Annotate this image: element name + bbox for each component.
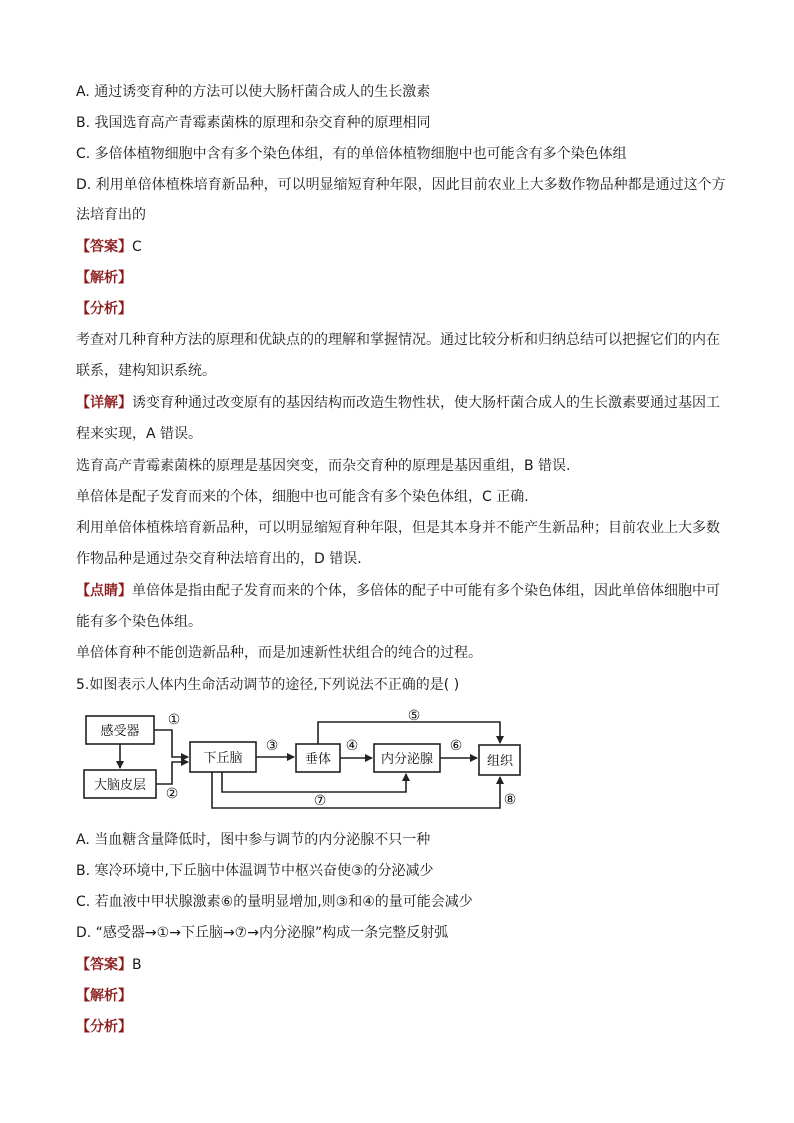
path-7 [222, 772, 406, 792]
gland-box [374, 744, 440, 772]
q5-jiexi-label: 【解析】 [76, 988, 132, 1004]
q5-option-c: C. 若血液中甲状腺激素⑥的量明显增加,则③和④的量可能会减少 [76, 894, 473, 910]
q4-jiexi-label: 【解析】 [76, 270, 132, 286]
path-1 [154, 730, 188, 757]
q4-option-b: B. 我国选育高产青霉素菌株的原理和杂交育种的原理相同 [76, 115, 431, 131]
q4-xiangjie-line6: 作物品种是通过杂交育种法培育出的，D 错误. [76, 551, 362, 567]
pituitary-box [296, 744, 340, 772]
cortex-label: 大脑皮层 [93, 778, 147, 793]
q4-fenxi-text-1: 考查对几种育种方法的原理和优缺点的的理解和掌握情况。通过比较分析和归纳总结可以把握它们的内在 [76, 332, 720, 348]
q4-dianjing-line2: 能有多个染色体组。 [76, 614, 202, 630]
q4-dianjing-line3: 单倍体育种不能创造新品种，而是加速新性状组合的纯合的过程。 [76, 645, 482, 661]
q4-xiangjie-line3: 选育高产青霉素菌株的原理是基因突变，而杂交育种的原理是基因重组，B 错误. [76, 458, 571, 474]
q5-answer-label: 【答案】 [76, 957, 132, 973]
xiangjie-text-1: 诱变育种通过改变原有的基因结构而改造生物性状，使大肠杆菌合成人的生长激素要通过基因工 [132, 395, 720, 411]
label-7: ⑦ [313, 793, 327, 809]
answer-label: 【答案】 [76, 239, 132, 255]
q4-option-c: C. 多倍体植物细胞中含有多个染色体组，有的单倍体植物细胞中也可能含有多个染色体组 [76, 146, 627, 162]
q4-xiangjie-line4: 单倍体是配子发育而来的个体，细胞中也可能含有多个染色体组，C 正确. [76, 489, 529, 505]
q4-dianjing-line1 [76, 581, 736, 601]
label-1: ① [167, 712, 181, 728]
q5-answer [76, 955, 736, 975]
cortex-box [84, 770, 156, 798]
q5-fenxi-label: 【分析】 [76, 1019, 132, 1035]
path-2 [156, 762, 188, 784]
q4-option-d-line2: 法培育出的 [76, 207, 146, 223]
label-2: ② [165, 786, 179, 802]
q4-fenxi-text-2: 联系，建构知识系统。 [76, 363, 216, 379]
gland-label: 内分泌腺 [380, 752, 434, 767]
q4-option-a: A. 通过诱变育种的方法可以使大肠杆菌合成人的生长激素 [76, 84, 431, 100]
hypothalamus-box [190, 742, 256, 772]
q4-fenxi-label: 【分析】 [76, 301, 132, 317]
label-8: ⑧ [503, 792, 517, 808]
tissue-box [479, 745, 520, 775]
label-6: ⑥ [449, 738, 463, 754]
q4-answer [76, 237, 736, 257]
receptor-box [86, 716, 154, 744]
q5-answer-value: B [132, 957, 142, 973]
receptor-label: 感受器 [100, 724, 140, 739]
q4-xiangjie-line5: 利用单倍体植株培育新品种，可以明显缩短育种年限，但是其本身并不能产生新品种；目前农业上大多数 [76, 520, 720, 536]
q5-option-a: A. 当血糖含量降低时，图中参与调节的内分泌腺不只一种 [76, 832, 431, 848]
label-3: ③ [265, 738, 279, 754]
hypothalamus-label: 下丘脑 [203, 751, 243, 766]
dianjing-label: 【点睛】 [76, 583, 132, 599]
xiangjie-label: 【详解】 [76, 395, 132, 411]
answer-value: C [132, 239, 142, 255]
path-8 [212, 772, 500, 808]
q5-stem: 5.如图表示人体内生命活动调节的途径,下列说法不正确的是( ) [76, 677, 460, 693]
q4-xiangjie-line1 [76, 393, 736, 413]
q4-option-d-line1: D. 利用单倍体植株培育新品种，可以明显缩短育种年限，因此目前农业上大多数作物品种都是通过这个方 [76, 177, 726, 193]
label-4: ④ [345, 738, 359, 754]
pituitary-label: 垂体 [304, 752, 332, 767]
q4-xiangjie-line2: 程来实现，A 错误。 [76, 426, 203, 442]
tissue-label: 组织 [486, 754, 514, 769]
label-5: ⑤ [407, 708, 421, 724]
q5-option-d: D. “感受器→①→下丘脑→⑦→内分泌腺”构成一条完整反射弧 [76, 925, 449, 941]
path-5 [318, 722, 500, 744]
dianjing-text-1: 单倍体是指由配子发育而来的个体，多倍体的配子中可能有多个染色体组，因此单倍体细胞中可 [132, 583, 720, 599]
q5-option-b: B. 寒冷环境中,下丘脑中体温调节中枢兴奋使③的分泌减少 [76, 863, 434, 879]
